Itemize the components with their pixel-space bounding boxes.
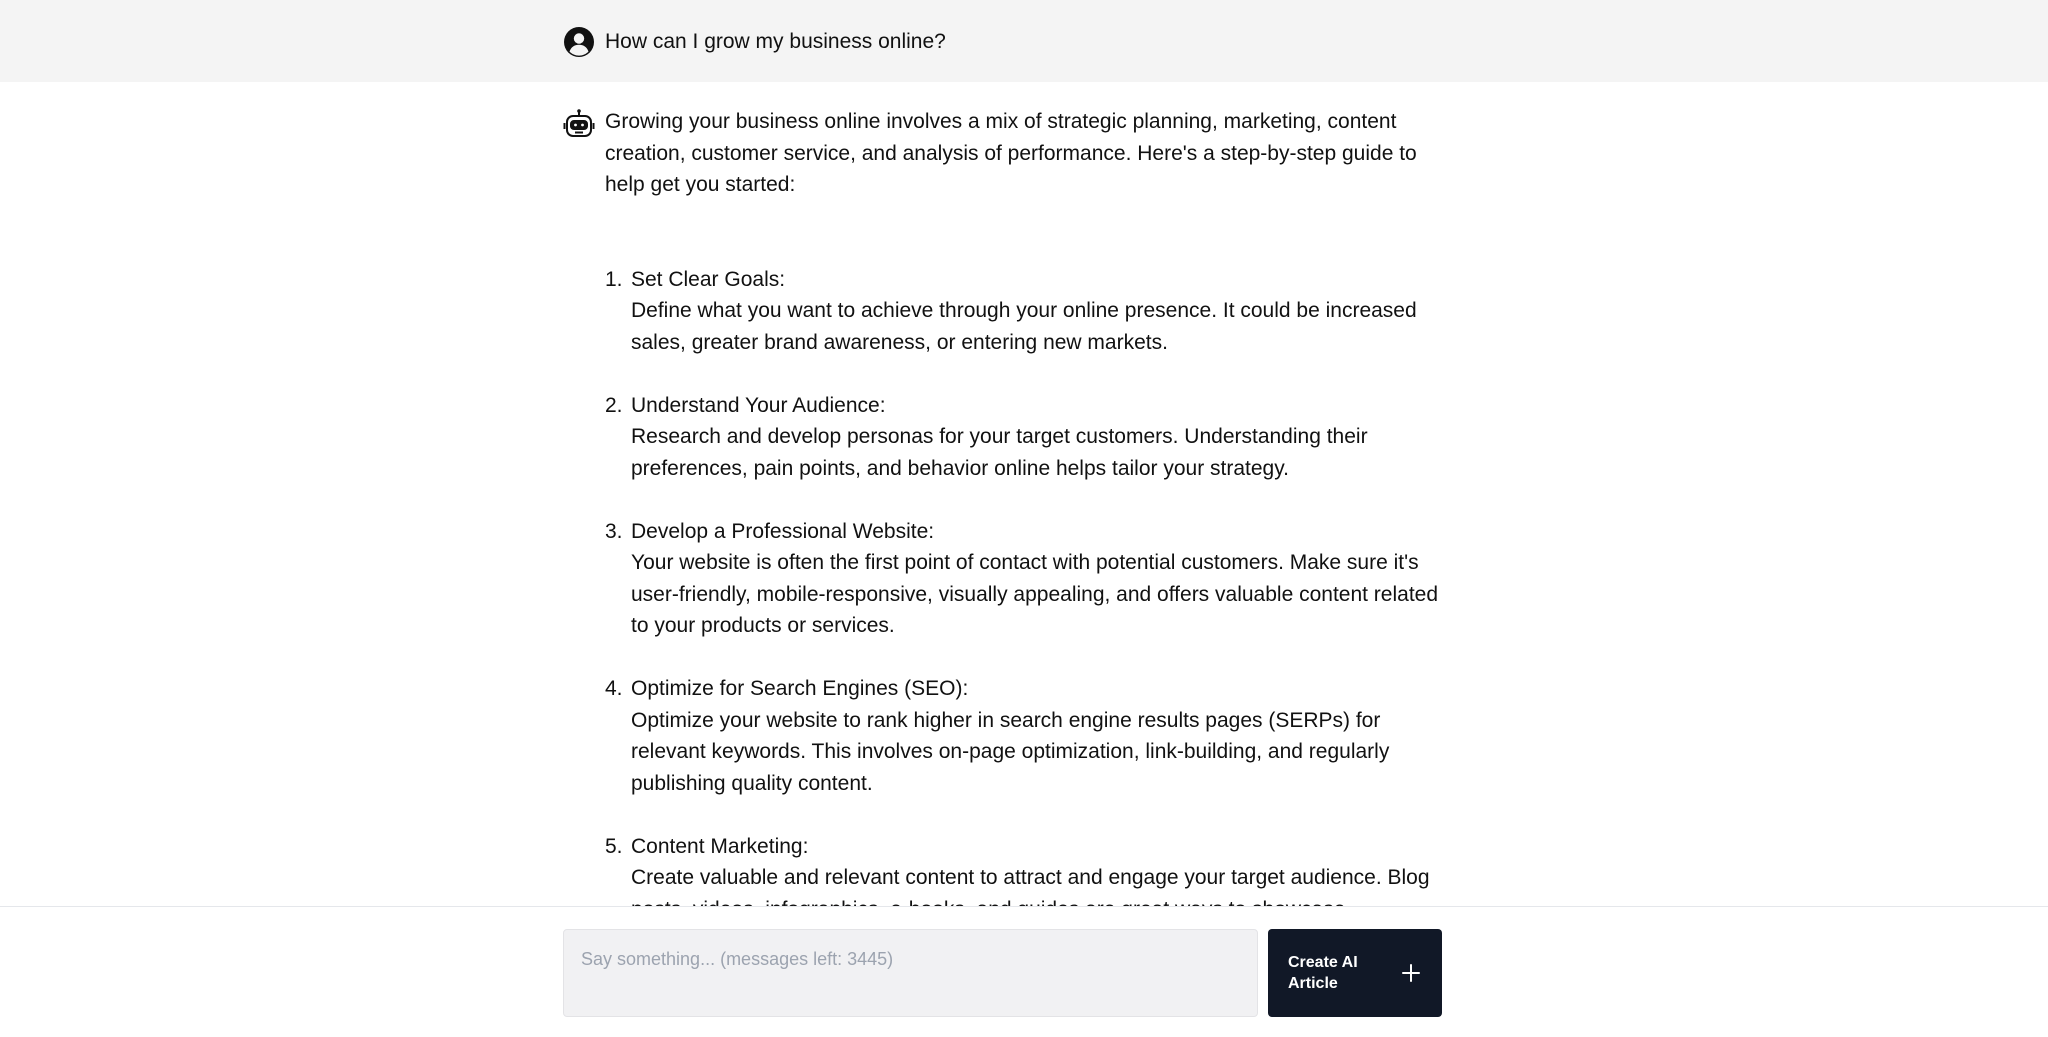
message-input-box	[563, 929, 1258, 1017]
user-avatar-icon	[563, 26, 595, 58]
step-description: Create valuable and relevant content to attract and engage your target audience. Blog	[631, 866, 1430, 889]
list-item	[605, 516, 1443, 642]
plus-icon	[1400, 962, 1422, 984]
composer-bar	[0, 906, 2048, 1037]
step-title: Understand Your Audience:	[631, 393, 886, 417]
answer-intro: Growing your business online involves a mix of strategic planning, marketing, content creation, customer service, and analysis of performance. Here's a step-by-step guide to help get you started:	[605, 110, 1417, 196]
step-description: Research and develop personas for your target customers. Understanding their preferences, pain points, and behavior online helps tailor your strategy.	[631, 425, 1368, 480]
step-number: 4.	[605, 677, 623, 700]
list-item	[605, 673, 1443, 799]
step-description: Define what you want to achieve through your online presence. It could be increased sales, greater brand awareness, or entering new markets.	[631, 299, 1417, 354]
list-item	[605, 390, 1443, 485]
step-title: Optimize for Search Engines (SEO):	[631, 677, 969, 700]
step-title: Set Clear Goals:	[631, 267, 786, 291]
user-message-text: How can I grow my business online?	[605, 30, 946, 53]
assistant-answer	[605, 106, 1443, 925]
user-message	[563, 24, 946, 60]
step-description: Your website is often the first point of contact with potential customers. Make sure it's user-friendly, mobile-responsive, visually appealing, and offers valuable content related to your products or services.	[631, 551, 1439, 637]
message-input[interactable]	[564, 930, 1257, 1016]
step-number: 5.	[605, 834, 623, 858]
step-number: 2.	[605, 393, 623, 417]
assistant-message	[563, 106, 1443, 957]
step-title: Develop a Professional Website:	[631, 519, 935, 543]
step-description: Optimize your website to rank higher in search engine results pages (SERPs) for relevant keywords. This involves on-page optimization, link-building, and regularly publishing quality content.	[631, 708, 1390, 795]
list-item	[605, 264, 1443, 359]
create-ai-article-button[interactable]	[1268, 929, 1442, 1017]
step-title: Content Marketing:	[631, 834, 809, 858]
step-number: 1.	[605, 267, 623, 291]
step-number: 3.	[605, 519, 623, 543]
steps-list	[605, 264, 1443, 926]
create-button-label: Create AI Article	[1288, 954, 1358, 992]
robot-icon	[563, 108, 595, 140]
user-message-row	[0, 0, 2048, 82]
